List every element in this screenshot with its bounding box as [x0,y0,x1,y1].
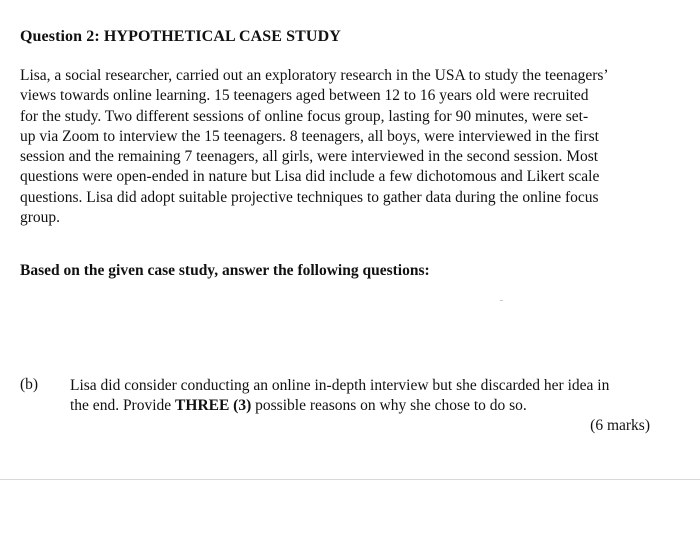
part-b-line-2-suffix: possible reasons on why she chose to do so. [251,397,527,415]
case-study-line: views towards online learning. 15 teenagers aged between 12 to 16 years old were recruited [20,87,589,105]
scan-speck [500,300,503,301]
instruction-heading: Based on the given case study, answer the following questions: [20,262,430,279]
case-study-line: Lisa, a social researcher, carried out an exploratory research in the USA to study the teenagers’ [20,67,609,84]
case-study-line: session and the remaining 7 teenagers, all girls, were interviewed in the second session. Most [20,148,599,166]
case-study-line: questions. Lisa did adopt suitable projective techniques to gather data during the online focus [20,188,599,206]
case-study-paragraph [20,66,655,228]
marks-label: (6 marks) [590,417,650,434]
case-study-line: for the study. Two different sessions of online focus group, lasting for 90 minutes, were set- [20,107,589,125]
case-study-line: up via Zoom to interview the 15 teenagers. 8 teenagers, all boys, were interviewed in the first [20,127,599,145]
case-study-line: questions were open-ended in nature but Lisa did include a few dichotomous and Likert scale [20,168,600,186]
question-title: Question 2: HYPOTHETICAL CASE STUDY [20,28,341,45]
part-b-line-2 [70,396,670,416]
blank-area [0,480,700,555]
case-study-line: group. [20,209,61,227]
part-b-line-2-prefix: the end. Provide [70,397,176,415]
part-b-question [70,376,670,417]
part-b-label: (b) [20,376,39,393]
part-b-line-1: Lisa did consider conducting an online in-depth interview but she discarded her idea in [70,377,610,394]
part-b-emphasis: THREE (3) [175,397,252,415]
